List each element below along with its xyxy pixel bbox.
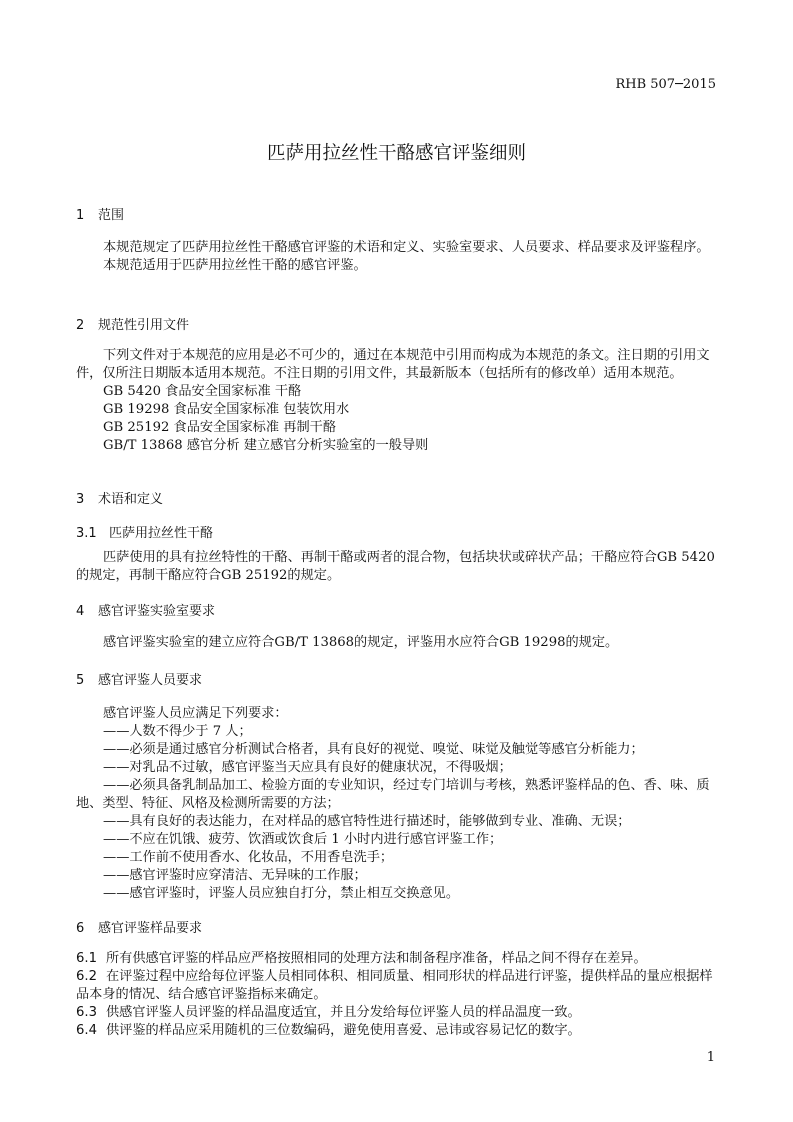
sample-requirement <box>76 1004 717 1022</box>
clause-text: 所有供感官评鉴的样品应严格按照相同的处理方法和制备程序准备，样品之间不得存在差异。 <box>106 951 647 966</box>
requirement-item: ——工作前不使用香水、化妆品，不用香皂洗手； <box>103 850 394 865</box>
clause-number: 6.2 <box>76 969 97 984</box>
section-1-body <box>76 239 717 275</box>
requirement-item: ——感官评鉴时应穿清洁、无异味的工作服； <box>103 868 367 883</box>
requirement-item: ——人数不得少于 7 人； <box>103 724 252 739</box>
reference-item: GB 25192 食品安全国家标准 再制干酪 <box>103 420 337 435</box>
section-2-heading <box>76 314 189 333</box>
requirement-item: ——不应在饥饿、疲劳、饮酒或饮食后 1 小时内进行感官评鉴工作； <box>103 832 503 847</box>
section-4-paragraph-1: 感官评鉴实验室的建立应符合GB/T 13868的规定，评鉴用水应符合GB 19298的规定。 <box>103 635 619 650</box>
requirement-item: ——具有良好的表达能力，在对样品的感官特性进行描述时，能够做到专业、准确、无误； <box>103 814 631 829</box>
section-1-paragraph-1: 本规范规定了匹萨用拉丝性干酪感官评鉴的术语和定义、实验室要求、人员要求、样品要求及评鉴程序。 <box>103 240 710 255</box>
section-3-title: 术语和定义 <box>98 492 164 507</box>
section-2-body <box>76 347 717 455</box>
clause-number: 6.4 <box>76 1023 97 1038</box>
section-1-paragraph-2: 本规范适用于匹萨用拉丝性干酪的感官评鉴。 <box>103 258 367 273</box>
section-4-number: 4 <box>76 604 85 619</box>
requirement-item: ——必须具备乳制品加工、检验方面的专业知识，经过专门培训与考核，熟悉评鉴样品的色、香、味、质地、类型、特征、风格及检测所需要的方法； <box>76 778 710 811</box>
standard-number: RHB 507─2015 <box>615 77 716 92</box>
sample-requirement <box>76 968 717 1004</box>
section-3-1-title: 匹萨用拉丝性干酪 <box>109 526 214 541</box>
reference-item: GB/T 13868 感官分析 建立感官分析实验室的一般导则 <box>103 438 429 453</box>
document-title: 匹萨用拉丝性干酪感官评鉴细则 <box>266 143 526 164</box>
requirement-item: ——感官评鉴时，评鉴人员应独自打分，禁止相互交换意见。 <box>103 886 460 901</box>
section-3-body <box>76 549 717 585</box>
requirement-item: ——必须是通过感官分析测试合格者，具有良好的视觉、嗅觉、味觉及触觉等感官分析能力； <box>103 742 644 757</box>
section-3-1-heading <box>76 522 213 541</box>
section-6-title: 感官评鉴样品要求 <box>98 921 203 936</box>
section-1-heading <box>76 204 124 223</box>
section-4-heading <box>76 600 215 619</box>
clause-number: 6.1 <box>76 951 97 966</box>
reference-item: GB 19298 食品安全国家标准 包装饮用水 <box>103 402 350 417</box>
reference-item: GB 5420 食品安全国家标准 干酪 <box>103 384 302 399</box>
section-5-heading <box>76 669 202 688</box>
clause-text: 在评鉴过程中应给每位评鉴人员相同体积、相同质量、相同形状的样品进行评鉴，提供样品的量应根据样品本身的情况、结合感官评鉴指标来确定。 <box>76 969 713 1002</box>
section-4-title: 感官评鉴实验室要求 <box>98 604 216 619</box>
page-number: 1 <box>706 1050 715 1065</box>
section-3-heading <box>76 488 163 507</box>
sample-requirement <box>76 950 717 968</box>
section-2-paragraph-1: 下列文件对于本规范的应用是必不可少的，通过在本规范中引用而构成为本规范的条文。注日期的引用文件，仅所注日期版本适用本规范。不注日期的引用文件，其最新版本（包括所有的修改单）适用本规范。 <box>76 348 710 381</box>
section-1-title: 范围 <box>98 208 125 223</box>
section-5-intro: 感官评鉴人员应满足下列要求： <box>103 706 288 721</box>
section-4-body <box>76 634 717 652</box>
section-3-1-definition: 匹萨使用的具有拉丝特性的干酪、再制干酪或两者的混合物，包括块状或碎状产品；干酪应符合GB 5420的规定，再制干酪应符合GB 25192的规定。 <box>76 550 715 583</box>
requirement-item: ——对乳品不过敏，感官评鉴当天应具有良好的健康状况，不得吸烟； <box>103 760 512 775</box>
section-6-number: 6 <box>76 921 85 936</box>
section-1-number: 1 <box>76 208 85 223</box>
section-5-body <box>76 705 717 903</box>
section-5-title: 感官评鉴人员要求 <box>98 673 203 688</box>
section-5-number: 5 <box>76 673 85 688</box>
section-6-heading <box>76 917 202 936</box>
section-6-body <box>76 950 717 1040</box>
section-2-title: 规范性引用文件 <box>98 318 190 333</box>
section-3-number: 3 <box>76 492 85 507</box>
clause-number: 6.3 <box>76 1005 97 1020</box>
sample-requirement <box>76 1022 717 1040</box>
clause-text: 供感官评鉴人员评鉴的样品温度适宜，并且分发给每位评鉴人员的样品温度一致。 <box>106 1005 581 1020</box>
section-2-number: 2 <box>76 318 85 333</box>
clause-text: 供评鉴的样品应采用随机的三位数编码，避免使用喜爱、忌讳或容易记忆的数字。 <box>106 1023 581 1038</box>
section-3-1-number: 3.1 <box>76 526 97 541</box>
